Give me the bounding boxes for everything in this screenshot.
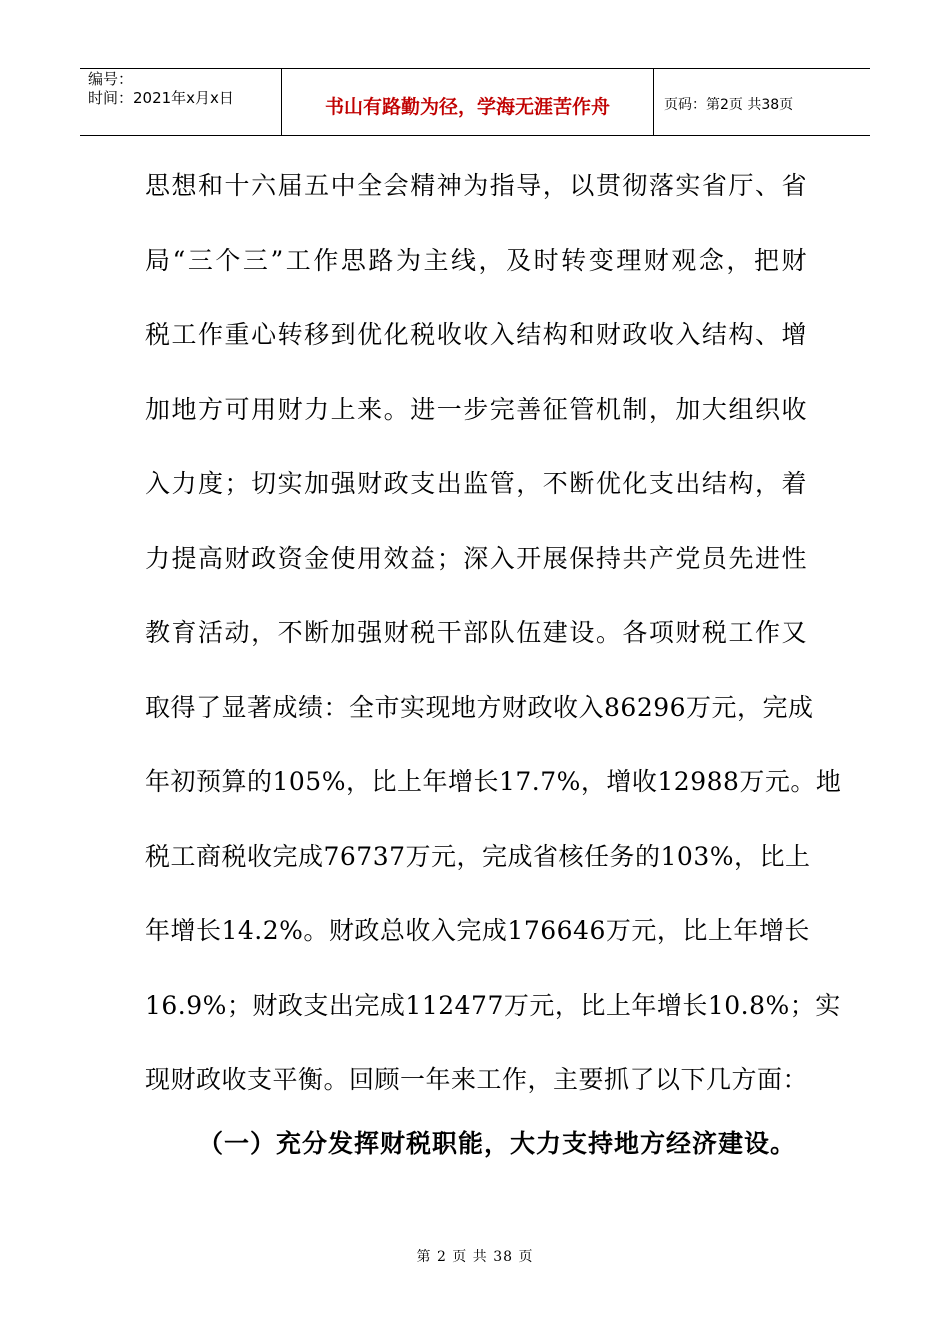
body-line: 年增长14.2%。财政总收入完成176646万元，比上年增长 xyxy=(145,916,810,945)
body-line: 力提高财政资金使用效益；深入开展保持共产党员先进性 xyxy=(145,543,807,573)
document-body xyxy=(145,164,842,1133)
document-number-label: 编号： xyxy=(88,70,134,88)
body-line: 现财政收支平衡。回顾一年来工作，主要抓了以下几方面： xyxy=(145,1065,809,1094)
page-footer: 第 2 页 共 38 页 xyxy=(416,1249,534,1265)
section-heading: （一）充分发挥财税职能，大力支持地方经济建设。 xyxy=(198,1129,797,1158)
document-header xyxy=(80,68,870,136)
body-line: 思想和十六届五中全会精神为指导，以贯彻落实省厅、省 xyxy=(145,171,807,200)
body-line: 16.9%；财政支出完成112477万元，比上年增长10.8%；实 xyxy=(145,990,841,1020)
document-date-label: 时间：2021年x月x日 xyxy=(88,89,234,107)
body-line: 税工作重心转移到优化税收收入结构和财政收入结构、增 xyxy=(145,320,807,349)
header-page-info: 页码：第2页 共38页 xyxy=(664,97,794,113)
header-motto: 书山有路勤为径，学海无涯苦作舟 xyxy=(282,69,654,135)
body-line: 加地方可用财力上来。进一步完善征管机制，加大组织收 xyxy=(145,394,807,424)
body-line: 取得了显著成绩：全市实现地方财政收入86296万元，完成 xyxy=(145,692,814,722)
header-meta xyxy=(80,69,282,135)
body-line: 入力度；切实加强财政支出监管，不断优化支出结构，着 xyxy=(145,469,807,498)
body-line: 局“三个三”工作思路为主线，及时转变理财观念，把财 xyxy=(145,245,807,275)
body-line: 教育活动，不断加强财税干部队伍建设。各项财税工作又 xyxy=(145,618,807,647)
body-line: 税工商税收完成76737万元，完成省核任务的103%，比上 xyxy=(145,841,811,871)
body-line: 年初预算的105%，比上年增长17.7%，增收12988万元。地 xyxy=(145,767,842,796)
